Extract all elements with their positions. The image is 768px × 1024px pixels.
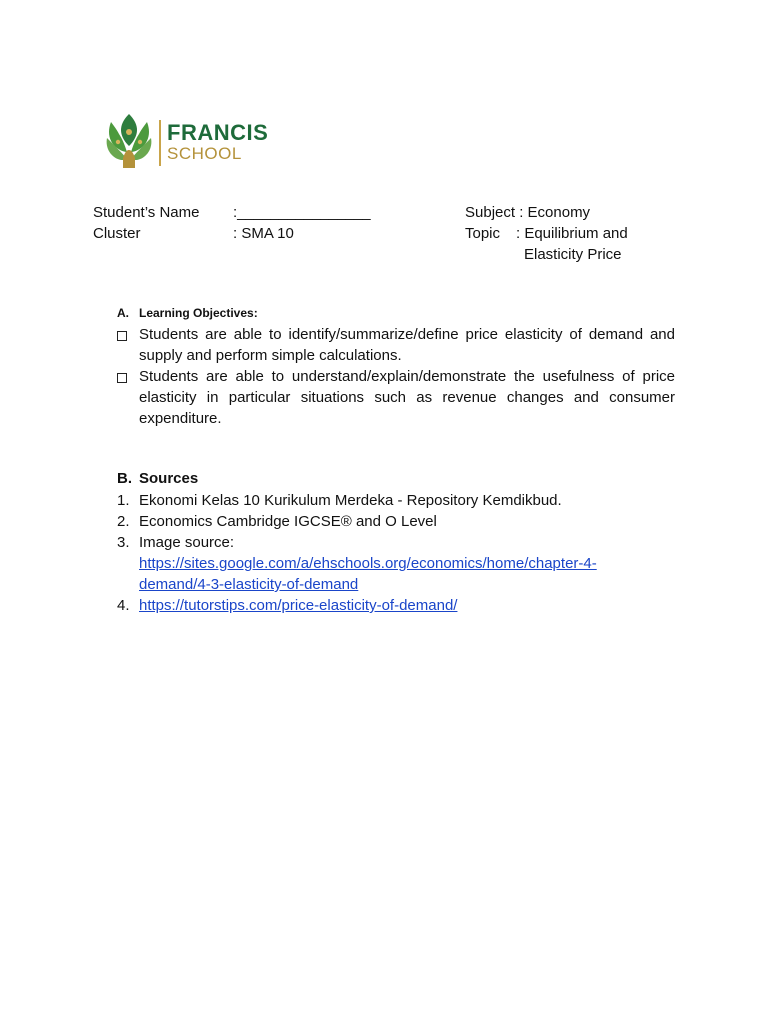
section-a-title: Learning Objectives: bbox=[139, 306, 258, 320]
student-name-label: Student’s Name bbox=[93, 204, 200, 221]
source-number: 3. bbox=[117, 534, 130, 551]
school-logo bbox=[103, 112, 269, 172]
source-item bbox=[117, 511, 677, 532]
objective-item bbox=[117, 324, 675, 366]
source-text: Image source: bbox=[139, 534, 235, 551]
subject-text: Subject : Economy bbox=[465, 204, 591, 221]
section-b-marker: B. bbox=[117, 470, 132, 487]
francis-school-emblem-icon bbox=[103, 112, 155, 170]
topic-label: Topic bbox=[465, 225, 501, 242]
sources-heading bbox=[117, 470, 198, 487]
source-item bbox=[117, 595, 677, 616]
logo-text-school: SCHOOL bbox=[167, 144, 242, 163]
source-item bbox=[117, 490, 677, 511]
learning-objectives-heading bbox=[117, 306, 258, 320]
student-name-field: :________________ bbox=[233, 204, 371, 221]
source-text: Economics Cambridge IGCSE® and O Level bbox=[139, 513, 437, 530]
image-source-link-continued[interactable]: demand/4-3-elasticity-of-demand bbox=[139, 576, 359, 593]
section-a-marker: A. bbox=[117, 306, 129, 320]
objective-item bbox=[117, 366, 675, 429]
image-source-link[interactable]: https://sites.google.com/a/ehschools.org/economics/home/chapter-4- bbox=[139, 555, 597, 572]
source-number: 1. bbox=[117, 492, 130, 509]
objective-text: Students are able to understand/explain/demonstrate the usefulness of price elasticity in particular situations such as revenue changes and consumer expenditure. bbox=[139, 368, 675, 427]
checkbox-square-icon bbox=[117, 373, 127, 383]
cluster-label: Cluster bbox=[93, 225, 141, 242]
cluster-value: : SMA 10 bbox=[233, 225, 294, 242]
section-b-title: Sources bbox=[139, 470, 199, 487]
checkbox-square-icon bbox=[117, 331, 127, 341]
source-text: Ekonomi Kelas 10 Kurikulum Merdeka - Repository Kemdikbud. bbox=[139, 492, 562, 509]
source-number: 4. bbox=[117, 597, 130, 614]
topic-value-line1: : Equilibrium and bbox=[516, 225, 628, 242]
tutorstips-link[interactable]: https://tutorstips.com/price-elasticity-of-demand/ bbox=[139, 597, 458, 614]
objective-text: Students are able to identify/summarize/define price elasticity of demand and supply and perform simple calculations. bbox=[139, 326, 675, 364]
source-number: 2. bbox=[117, 513, 130, 530]
logo-text-francis: FRANCIS bbox=[167, 120, 269, 145]
logo-divider bbox=[159, 120, 161, 166]
topic-value-line2: Elasticity Price bbox=[524, 246, 622, 263]
source-item bbox=[117, 532, 677, 595]
